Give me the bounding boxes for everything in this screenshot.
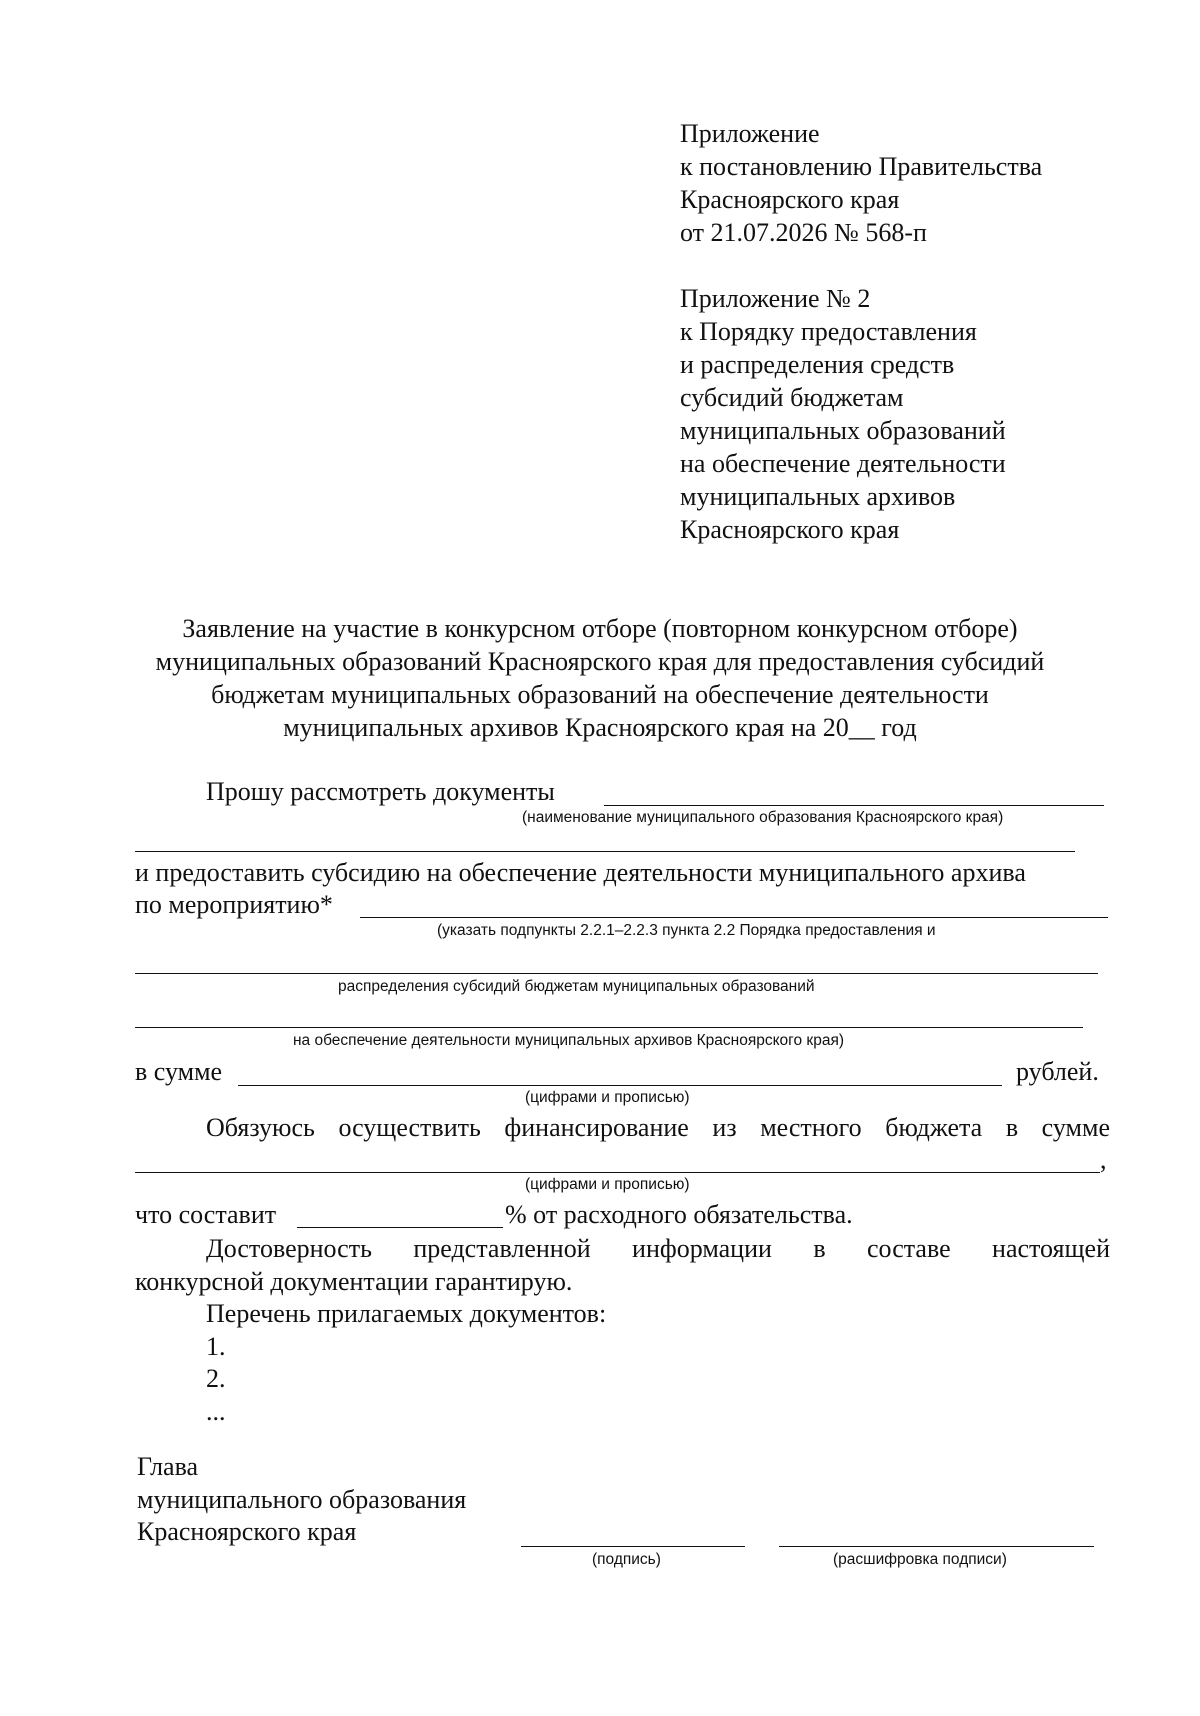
obligation-text: Обязуюсь осуществить финансирование из местного бюджета в сумме (206, 1113, 1110, 1142)
signature-role-line: муниципального образования (137, 1485, 467, 1514)
header-line: Приложение (680, 119, 820, 148)
signature-role-line: Глава (137, 1452, 199, 1481)
provide-text: и предоставить субсидию на обеспечение деятельности муниципального архива (135, 858, 1026, 887)
share-suffix: % от расходного обязательства. (505, 1200, 853, 1229)
appendix-line: к Порядку предоставления (680, 317, 977, 346)
share-field-line[interactable] (297, 1227, 503, 1228)
reliability-line-2: конкурсной документации гарантирую. (135, 1267, 573, 1296)
signature-role-line: Красноярского края (137, 1517, 357, 1546)
sum-suffix: рублей. (1016, 1057, 1099, 1086)
title-line: муниципальных архивов Красноярского края на 20__ год (283, 713, 917, 742)
title-line: Заявление на участие в конкурсном отборе (повторном конкурсном отборе) (182, 614, 1018, 643)
signature-decoding-field-line[interactable] (779, 1546, 1094, 1547)
activity-field-line-2[interactable] (135, 973, 1098, 974)
title-line: бюджетам муниципальных образований на обеспечение деятельности (211, 680, 989, 709)
activity-prefix: по мероприятию* (135, 890, 333, 919)
reliability-line-1: Достоверность представленной информации в составе настоящей (206, 1234, 1110, 1263)
appendix-line: муниципальных образований (680, 416, 1006, 445)
hint-signature: (подпись) (592, 1551, 661, 1568)
appendix-line: Приложение № 2 (680, 284, 871, 313)
header-line: от 21.07.2026 № 568-п (680, 218, 927, 247)
request-prefix: Прошу рассмотреть документы (206, 777, 555, 806)
attachment-item: 2. (206, 1364, 226, 1393)
municipality-field-line-2[interactable] (135, 851, 1075, 852)
title-line: муниципальных образований Красноярского края для предоставления субсидий (155, 647, 1045, 676)
obligation-field-line[interactable] (135, 1172, 1100, 1173)
hint-municipality: (наименование муниципального образования Красноярского края) (522, 809, 1004, 826)
activity-field-line[interactable] (360, 917, 1108, 918)
appendix-line: Красноярского края (680, 515, 900, 544)
hint-digits-2: (цифрами и прописью) (525, 1176, 690, 1193)
hint-subpoints-2: распределения субсидий бюджетам муниципальных образований (338, 978, 815, 995)
activity-field-line-3[interactable] (135, 1027, 1083, 1028)
appendix-header (680, 117, 1042, 546)
header-line: к постановлению Правительства (680, 152, 1043, 181)
share-prefix: что составит (135, 1200, 277, 1229)
appendix-line: муниципальных архивов (680, 482, 956, 511)
document-title (100, 612, 1100, 744)
obligation-comma: , (1100, 1145, 1107, 1174)
attachment-item: ... (206, 1397, 226, 1426)
header-line: Красноярского края (680, 185, 900, 214)
hint-subpoints-1: (указать подпункты 2.2.1–2.2.3 пункта 2.2 Порядка предоставления и (437, 922, 936, 939)
sum-field-line[interactable] (238, 1085, 1002, 1086)
appendix-line: на обеспечение деятельности (680, 449, 1006, 478)
attachments-title: Перечень прилагаемых документов: (206, 1299, 607, 1328)
hint-digits-1: (цифрами и прописью) (525, 1089, 690, 1106)
sum-prefix: в сумме (135, 1057, 223, 1086)
hint-subpoints-3: на обеспечение деятельности муниципальных архивов Красноярского края) (293, 1032, 844, 1049)
signature-field-line[interactable] (521, 1546, 745, 1547)
municipality-field-line[interactable] (604, 805, 1104, 806)
hint-decoding: (расшифровка подписи) (833, 1551, 1007, 1568)
attachment-item: 1. (206, 1332, 226, 1361)
appendix-line: субсидий бюджетам (680, 383, 904, 412)
appendix-line: и распределения средств (680, 350, 955, 379)
